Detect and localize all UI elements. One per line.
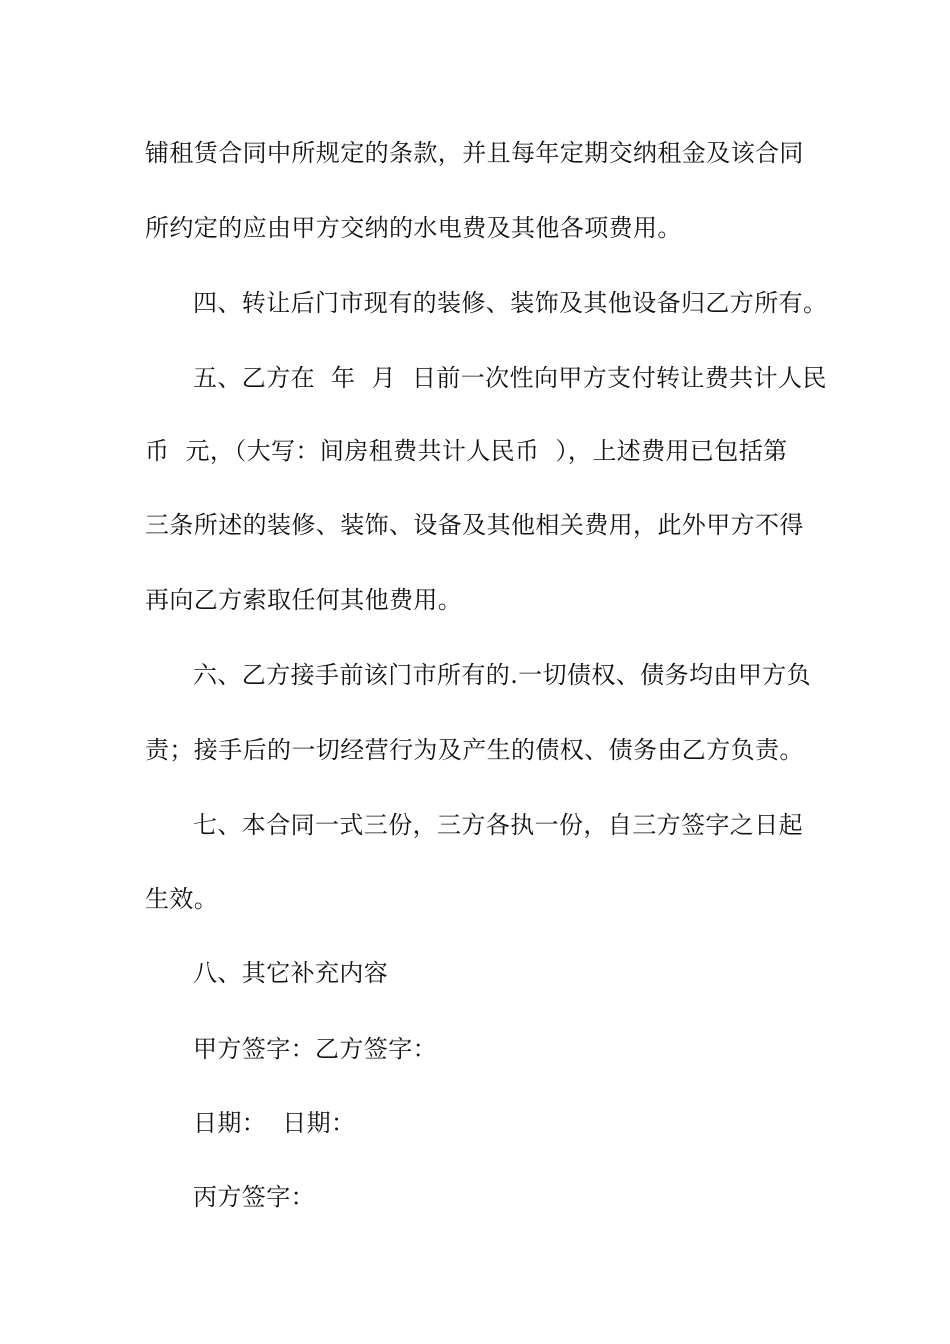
- clause-4: 四、转让后门市现有的装修、装饰及其他设备归乙方所有。: [193, 289, 828, 317]
- signature-dates: 日期： 日期：: [193, 1109, 356, 1137]
- clause-5-line-1: 五、乙方在 年 月 日前一次性向甲方支付转让费共计人民: [193, 364, 827, 392]
- clause-5-line-3: 三条所述的装修、装饰、设备及其他相关费用，此外甲方不得: [145, 511, 804, 539]
- clause-3-continued-line-1: 铺租赁合同中所规定的条款，并且每年定期交纳租金及该合同: [145, 139, 804, 167]
- clause-6-line-1: 六、乙方接手前该门市所有的.一切债权、债务均由甲方负: [193, 661, 812, 689]
- clause-8: 八、其它补充内容: [193, 959, 389, 987]
- clause-6-line-2: 责；接手后的一切经营行为及产生的债权、债务由乙方负责。: [145, 736, 804, 764]
- clause-3-continued-line-2: 所约定的应由甲方交纳的水电费及其他各项费用。: [145, 214, 682, 242]
- signature-party-a-b: 甲方签字：乙方签字：: [193, 1035, 437, 1063]
- clause-7-line-1: 七、本合同一式三份，三方各执一份，自三方签字之日起: [193, 811, 803, 839]
- clause-5-line-4: 再向乙方索取任何其他费用。: [145, 586, 463, 614]
- clause-5-line-2: 币 元，（大写：间房租费共计人民币 ），上述费用已包括第: [145, 437, 788, 465]
- signature-party-c: 丙方签字：: [193, 1183, 315, 1211]
- clause-7-line-2: 生效。: [145, 885, 219, 913]
